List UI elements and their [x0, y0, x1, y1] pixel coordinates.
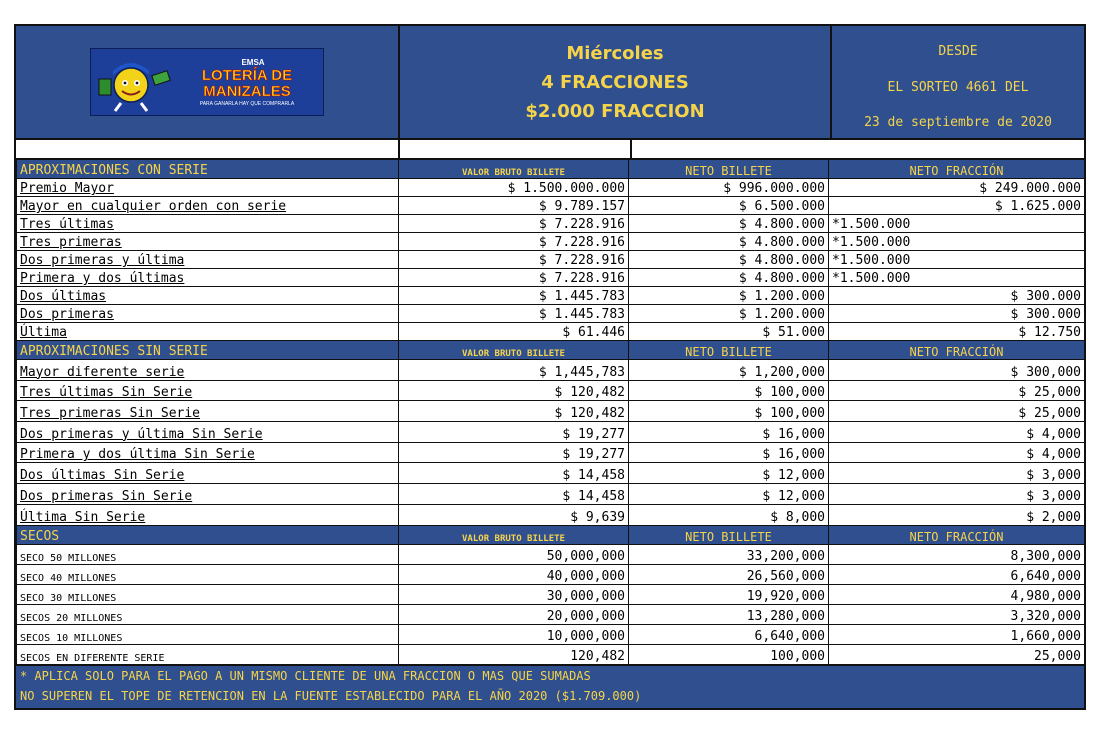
section-title: APROXIMACIONES SIN SERIE: [17, 341, 399, 360]
prize-label: SECO 40 MILLONES: [17, 564, 399, 584]
table-row: [17, 215, 1085, 233]
value-neto: 100,000: [629, 644, 829, 664]
loteria-manizales-logo: [90, 48, 324, 116]
section-title: APROXIMACIONES CON SERIE: [17, 160, 399, 179]
value-fraccion: 25,000: [829, 644, 1085, 664]
column-header-fraccion: NETO FRACCIÓN: [829, 341, 1085, 360]
value-bruto: $ 7.228.916: [399, 215, 629, 233]
table-row: [17, 269, 1085, 287]
value-neto: $ 4.800.000: [629, 233, 829, 251]
value-fraccion: $ 2,000: [829, 504, 1085, 525]
value-fraccion: 4,980,000: [829, 584, 1085, 604]
table-row: [17, 484, 1085, 505]
value-neto: $ 1,200,000: [629, 360, 829, 381]
prize-label: SECOS 20 MILLONES: [17, 604, 399, 624]
value-bruto: $ 9.789.157: [399, 197, 629, 215]
value-neto: $ 4.800.000: [629, 269, 829, 287]
validity-date: 23 de septiembre de 2020: [864, 115, 1052, 130]
value-neto: $ 12,000: [629, 463, 829, 484]
table-row: [17, 422, 1085, 443]
logo-title-line2: MANIZALES: [203, 83, 291, 100]
table-row: [17, 251, 1085, 269]
validity-since: DESDE: [938, 44, 978, 59]
prize-label: Premio Mayor: [17, 179, 399, 197]
validity-info: [832, 26, 1084, 138]
table-row: [17, 584, 1085, 604]
table-row: [17, 380, 1085, 401]
value-neto: $ 16,000: [629, 422, 829, 443]
section-secos: [17, 525, 1085, 664]
value-bruto: $ 7.228.916: [399, 269, 629, 287]
table-row: [17, 463, 1085, 484]
column-header-fraccion: NETO FRACCIÓN: [829, 525, 1085, 544]
value-neto: $ 6.500.000: [629, 197, 829, 215]
prize-label: Primera y dos última Sin Serie: [17, 442, 399, 463]
section-header: [17, 160, 1085, 179]
value-neto: $ 4.800.000: [629, 251, 829, 269]
table-row: [17, 233, 1085, 251]
value-bruto: $ 19,277: [399, 442, 629, 463]
value-neto: $ 100,000: [629, 380, 829, 401]
prize-label: Tres primeras Sin Serie: [17, 401, 399, 422]
prize-label: Dos primeras y última Sin Serie: [17, 422, 399, 443]
value-neto: $ 1.200.000: [629, 287, 829, 305]
prize-label: Dos primeras y última: [17, 251, 399, 269]
value-fraccion: $ 25,000: [829, 401, 1085, 422]
value-bruto: $ 1.500.000.000: [399, 179, 629, 197]
value-fraccion: $ 3,000: [829, 484, 1085, 505]
table-row: [17, 544, 1085, 564]
value-fraccion: *1.500.000: [829, 233, 1085, 251]
section-con-serie: [17, 160, 1085, 341]
value-bruto: $ 120,482: [399, 401, 629, 422]
value-bruto: 50,000,000: [399, 544, 629, 564]
validity-draw: EL SORTEO 4661 DEL: [887, 79, 1029, 95]
value-fraccion: $ 4,000: [829, 422, 1085, 443]
value-neto: 13,280,000: [629, 604, 829, 624]
prize-label: Tres últimas Sin Serie: [17, 380, 399, 401]
table-row: [17, 360, 1085, 381]
table-row: [17, 442, 1085, 463]
footer-note: [16, 665, 1084, 708]
value-bruto: $ 19,277: [399, 422, 629, 443]
prize-label: Dos primeras: [17, 305, 399, 323]
value-bruto: $ 61.446: [399, 323, 629, 341]
table-row: [17, 564, 1085, 584]
draw-day: Miércoles: [566, 42, 664, 64]
column-header-bruto: VALOR BRUTO BILLETE: [399, 525, 629, 544]
prize-sheet: [14, 24, 1086, 710]
section-sin-serie: [17, 341, 1085, 526]
spacer-row: [16, 138, 1084, 159]
value-bruto: $ 120,482: [399, 380, 629, 401]
value-fraccion: *1.500.000: [829, 215, 1085, 233]
logo-title-line1: LOTERÍA DE: [201, 67, 293, 84]
value-neto: $ 8,000: [629, 504, 829, 525]
prize-label: SECOS 10 MILLONES: [17, 624, 399, 644]
value-fraccion: 1,660,000: [829, 624, 1085, 644]
prize-label: Mayor en cualquier orden con serie: [17, 197, 399, 215]
column-header-bruto: VALOR BRUTO BILLETE: [399, 160, 629, 179]
value-bruto: $ 14,458: [399, 484, 629, 505]
value-neto: 26,560,000: [629, 564, 829, 584]
value-bruto: $ 14,458: [399, 463, 629, 484]
table-row: [17, 323, 1085, 341]
table-row: [17, 644, 1085, 664]
value-neto: $ 100,000: [629, 401, 829, 422]
value-fraccion: 8,300,000: [829, 544, 1085, 564]
value-fraccion: *1.500.000: [829, 269, 1085, 287]
section-header: [17, 525, 1085, 544]
column-header-fraccion: NETO FRACCIÓN: [829, 160, 1085, 179]
value-bruto: $ 9,639: [399, 504, 629, 525]
value-neto: $ 4.800.000: [629, 215, 829, 233]
logo-tagline: PARA GANARLA HAY QUE COMPRARLA: [199, 101, 295, 107]
value-bruto: $ 7.228.916: [399, 233, 629, 251]
value-fraccion: $ 25,000: [829, 380, 1085, 401]
value-neto: $ 51.000: [629, 323, 829, 341]
value-fraccion: 6,640,000: [829, 564, 1085, 584]
value-fraccion: $ 1.625.000: [829, 197, 1085, 215]
value-bruto: $ 1.445.783: [399, 287, 629, 305]
value-neto: 33,200,000: [629, 544, 829, 564]
table-row: [17, 305, 1085, 323]
prize-label: Primera y dos últimas: [17, 269, 399, 287]
value-fraccion: $ 12.750: [829, 323, 1085, 341]
value-bruto: 20,000,000: [399, 604, 629, 624]
prize-label: Dos últimas: [17, 287, 399, 305]
column-header-neto: NETO BILLETE: [629, 160, 829, 179]
table-row: [17, 624, 1085, 644]
value-neto: $ 12,000: [629, 484, 829, 505]
column-header-bruto: VALOR BRUTO BILLETE: [399, 341, 629, 360]
draw-fractions: 4 FRACCIONES: [541, 71, 689, 93]
value-bruto: $ 7.228.916: [399, 251, 629, 269]
column-header-neto: NETO BILLETE: [629, 525, 829, 544]
prize-label: SECOS EN DIFERENTE SERIE: [17, 644, 399, 664]
prize-label: Tres primeras: [17, 233, 399, 251]
value-bruto: 40,000,000: [399, 564, 629, 584]
prize-label: SECO 50 MILLONES: [17, 544, 399, 564]
value-bruto: 30,000,000: [399, 584, 629, 604]
table-row: [17, 504, 1085, 525]
prize-table: [16, 159, 1085, 665]
value-fraccion: $ 3,000: [829, 463, 1085, 484]
footer-line-1: * APLICA SOLO PARA EL PAGO A UN MISMO CLIENTE DE UNA FRACCION O MAS QUE SUMADAS: [20, 668, 591, 683]
value-fraccion: *1.500.000: [829, 251, 1085, 269]
value-fraccion: $ 300.000: [829, 287, 1085, 305]
value-neto: $ 1.200.000: [629, 305, 829, 323]
sheet-header: [16, 26, 1084, 138]
value-fraccion: $ 300.000: [829, 305, 1085, 323]
table-row: [17, 401, 1085, 422]
value-fraccion: $ 300,000: [829, 360, 1085, 381]
footer-line-2: NO SUPEREN EL TOPE DE RETENCION EN LA FUENTE ESTABLECIDO PARA EL AÑO 2020 ($1.709.000): [20, 688, 642, 703]
value-neto: 19,920,000: [629, 584, 829, 604]
logo-cell: [16, 26, 398, 138]
prize-label: Dos últimas Sin Serie: [17, 463, 399, 484]
logo-emsa-text: EMSA: [241, 58, 265, 67]
table-row: [17, 197, 1085, 215]
value-bruto: 120,482: [399, 644, 629, 664]
table-row: [17, 179, 1085, 197]
value-bruto: 10,000,000: [399, 624, 629, 644]
prize-label: Última: [17, 323, 399, 341]
section-header: [17, 341, 1085, 360]
value-neto: $ 996.000.000: [629, 179, 829, 197]
table-row: [17, 287, 1085, 305]
value-fraccion: 3,320,000: [829, 604, 1085, 624]
prize-label: Tres últimas: [17, 215, 399, 233]
value-bruto: $ 1,445,783: [399, 360, 629, 381]
value-bruto: $ 1.445.783: [399, 305, 629, 323]
prize-label: Mayor diferente serie: [17, 360, 399, 381]
column-header-neto: NETO BILLETE: [629, 341, 829, 360]
value-neto: $ 16,000: [629, 442, 829, 463]
value-fraccion: $ 249.000.000: [829, 179, 1085, 197]
prize-label: Dos primeras Sin Serie: [17, 484, 399, 505]
prize-label: SECO 30 MILLONES: [17, 584, 399, 604]
value-fraccion: $ 4,000: [829, 442, 1085, 463]
fraction-price: $2.000 FRACCION: [525, 100, 705, 122]
prize-label: Última Sin Serie: [17, 504, 399, 525]
value-neto: 6,640,000: [629, 624, 829, 644]
table-row: [17, 604, 1085, 624]
section-title: SECOS: [17, 525, 399, 544]
draw-info: [398, 26, 832, 138]
